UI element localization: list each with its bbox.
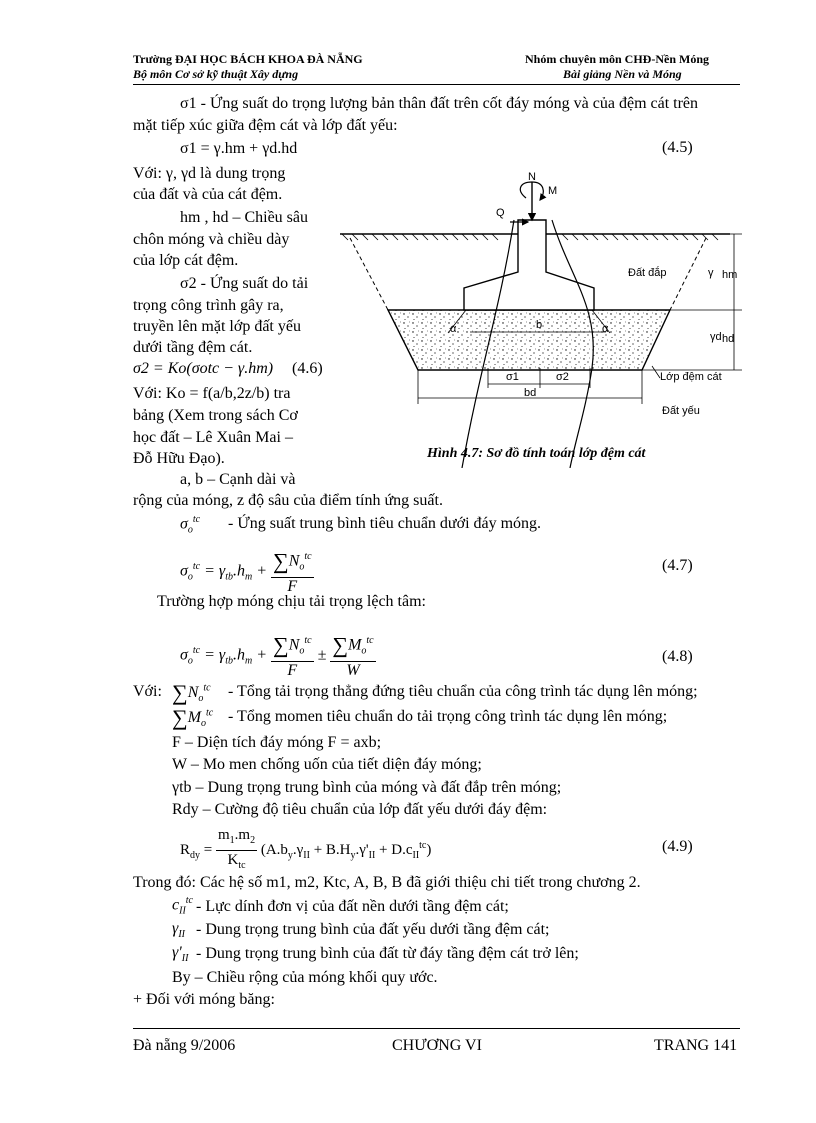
label-hd: hd [722, 333, 735, 345]
sand-cushion [388, 310, 670, 370]
def-Rdy: Rdy – Cường độ tiêu chuẩn của lớp đất yếu dưới đáy đệm: [172, 801, 548, 818]
label-gamma: γ [708, 267, 714, 279]
footer-page: TRANG 141 [654, 1037, 738, 1054]
def-sum-M: - Tổng momen tiêu chuẩn do tải trọng công trình tác dụng lên móng; [228, 708, 668, 725]
ab-def-1: a, b – Cạnh dài và [180, 471, 296, 488]
eq-4-5: σ1 = γ.hm + γd.hd [180, 140, 298, 157]
gammaII-symbol: $\gamma_{II}$ [172, 920, 185, 941]
ko-def-1: Với: Ko = f(a/b,2z/b) tra [133, 385, 291, 402]
eq-4-7: $\sigma_o^{tc} = \gamma_{tb}.h_m$ + $\frac{\sum N_o^{tc}}{F}$ [180, 548, 312, 595]
label-dat-yeu: Đất yếu [662, 405, 700, 417]
strip-footing: + Đối với móng băng: [133, 991, 275, 1008]
header-course: Bài giảng Nền và Móng [563, 67, 682, 81]
def-gamma-tb: γtb – Dung trọng trung bình của móng và đất đắp trên móng; [172, 779, 562, 796]
footer-date: Đà nẵng 9/2006 [133, 1037, 236, 1054]
voi-gamma-cont: của đất và của cát đệm. [133, 186, 283, 203]
sand-cushion-diagram [330, 168, 750, 468]
voi-gamma: Với: γ, γd là dung trọng [133, 165, 286, 182]
def-F: F – Diện tích đáy móng F = axb; [172, 734, 382, 751]
label-hm: hm [722, 269, 738, 281]
p1-line1: σ1 - Ứng suất do trọng lượng bản thân đất trên cốt đáy móng và của đệm cát trên [180, 95, 699, 112]
label-Q: Q [496, 207, 505, 219]
header-school: Trường ĐẠI HỌC BÁCH KHOA ĐÀ NẴNG [133, 52, 363, 66]
eq-4-6: σ2 = Ko(σotc − γ.hm) [133, 360, 274, 377]
p1-line2: mặt tiếp xúc giữa đệm cát và lớp đất yếu: [133, 117, 398, 134]
sigma-symbol: $\sigma_o^{tc}$ [180, 514, 201, 536]
ko-def-3: học đất – Lê Xuân Mai – [133, 429, 293, 446]
sum-M-symbol: $\sum M_o^{tc}$ [172, 705, 214, 730]
eq-4-5-number: (4.5) [662, 139, 693, 156]
trong-do: Trong đó: Các hệ số m1, m2, Ktc, A, B, B đã giới thiệu chi tiết trong chương 2. [133, 874, 641, 891]
c-symbol: $c_{II}^{tc}$ [172, 895, 193, 917]
figure-caption: Hình 4.7: Sơ đồ tính toán lớp đệm cát [427, 446, 646, 461]
s2-def-3: truyền lên mặt lớp đất yếu [133, 318, 301, 335]
eq-4-8: $\sigma_o^{tc} = \gamma_{tb}.h_m$ + $\frac{\sum N_o^{tc}}{F}$ ± $\frac{\sum M_o^{tc}}{W}$ [180, 632, 374, 679]
label-b: b [536, 319, 543, 331]
label-sigma2: σ2 [556, 371, 569, 383]
label-gamma-d: γd [710, 331, 722, 343]
eccentric-case: Trường hợp móng chịu tải trọng lệch tâm: [157, 593, 426, 610]
label-N: N [528, 171, 536, 183]
s2-def-4: dưới tầng đệm cát. [133, 339, 253, 356]
hm-def-3: của lớp cát đệm. [133, 252, 239, 269]
def-gammaII: - Dung trọng trung bình của đất yếu dưới tầng đệm cát; [196, 921, 550, 938]
hm-def-2: chôn móng và chiều dày [133, 231, 290, 248]
def-c: - Lực dính đơn vị của đất nền dưới tầng đệm cát; [196, 898, 509, 915]
def-gammaII-prime: - Dung trọng trung bình của đất từ đáy tầng đệm cát trở lên; [196, 945, 579, 962]
footer-chapter: CHƯƠNG VI [392, 1037, 482, 1054]
label-bd: bd [524, 387, 537, 399]
eq-4-6-number: (4.6) [292, 360, 323, 377]
eq-4-9: $R_{dy}$ = $\frac{m_1.m_2}{K_{tc}}$ $(A.b_y.\gamma_{II} + B.H_y.\gamma'_{II} + D.c_{II}^{tc})$ [180, 827, 432, 871]
gammaII-prime-symbol: $\gamma'_{II}$ [172, 944, 189, 965]
sigma-def: - Ứng suất trung bình tiêu chuẩn dưới đáy móng. [228, 515, 542, 532]
ab-def-2: rộng của móng, z độ sâu của điểm tính ứng suất. [133, 492, 443, 509]
eq-4-7-number: (4.7) [662, 557, 693, 574]
s2-def-1: σ2 - Ứng suất do tải [180, 275, 309, 292]
ko-def-2: bảng (Xem trong sách Cơ [133, 407, 298, 424]
def-W: W – Mo men chống uốn của tiết diện đáy móng; [172, 756, 482, 773]
sum-N-symbol: $\sum N_o^{tc}$ [172, 680, 211, 705]
header-department: Bộ môn Cơ sở kỹ thuật Xây dựng [133, 67, 299, 81]
label-alpha-left: α [450, 323, 457, 335]
def-sum-N: - Tổng tải trọng thẳng đứng tiêu chuẩn của công trình tác dụng lên móng; [228, 683, 698, 700]
ko-def-4: Đỗ Hữu Đạo). [133, 450, 225, 467]
s2-def-2: trọng công trình gây ra, [133, 297, 284, 314]
label-alpha-right: α [602, 323, 609, 335]
eq-4-9-number: (4.9) [662, 838, 693, 855]
label-lop-dem-cat: Lớp đệm cát [660, 371, 722, 383]
label-M: M [548, 185, 558, 197]
hm-def-1: hm , hd – Chiều sâu [180, 209, 308, 226]
label-sigma1: σ1 [506, 371, 519, 383]
header-rule [133, 84, 740, 85]
voi-label: Với: [133, 683, 162, 700]
def-By: By – Chiều rộng của móng khối quy ước. [172, 969, 438, 986]
label-dat-dap: Đất đắp [628, 267, 667, 279]
footer-rule [133, 1028, 740, 1029]
header-group: Nhóm chuyên môn CHĐ-Nền Móng [525, 52, 710, 66]
eq-4-8-number: (4.8) [662, 648, 693, 665]
